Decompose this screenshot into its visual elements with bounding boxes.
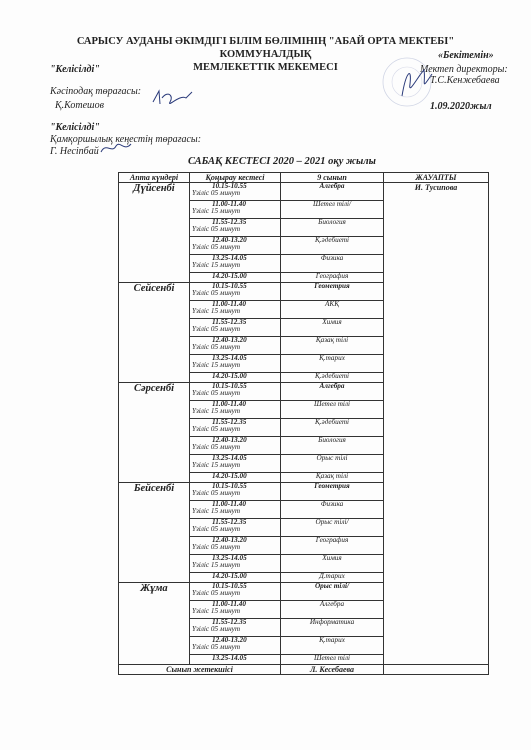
lesson-time: 10.15-10.55: [212, 582, 247, 590]
subject-cell: Қ.тарих: [281, 355, 384, 373]
subject-cell: Биология: [281, 437, 384, 455]
class-teacher-label: Сынып жетекшісі: [119, 665, 281, 675]
lesson-time: 11.55-12.35: [212, 518, 247, 526]
lesson-time: 11.00-11.40: [212, 600, 246, 608]
bell-time-cell: [190, 383, 281, 401]
bell-time-cell: [190, 283, 281, 301]
lesson-time: 14.20-15.00: [212, 572, 247, 580]
approval-right-label: «Бекітемін»: [438, 50, 494, 61]
approval-right-date: 1.09.2020жыл: [430, 101, 492, 112]
header-time: Қоңырау кестесі: [190, 173, 281, 183]
lesson-time: 12.40-13.20: [212, 636, 247, 644]
subject-cell: Алгебра: [281, 183, 384, 201]
break-duration: Үзіліс 05 минут: [192, 189, 241, 198]
bell-time-cell: [190, 573, 281, 583]
bell-time-cell: [190, 473, 281, 483]
bell-time-cell: [190, 355, 281, 373]
subject-cell: Қазақ тілі: [281, 473, 384, 483]
break-duration: Үзіліс 15 минут: [192, 361, 241, 370]
bell-time-cell: [190, 319, 281, 337]
break-duration: Үзіліс 05 минут: [192, 425, 241, 434]
bell-time-cell: [190, 601, 281, 619]
lesson-time: 11.55-12.35: [212, 618, 247, 626]
bell-time-cell: [190, 419, 281, 437]
bell-time-cell: [190, 583, 281, 601]
header-teacher: ЖАУАПТЫ: [384, 173, 489, 183]
subject-cell: Шетел тілі/: [281, 201, 384, 219]
break-duration: Үзіліс 05 минут: [192, 543, 241, 552]
header-day: Апта күндері: [119, 173, 190, 183]
bell-time-cell: [190, 655, 281, 665]
lesson-time: 13.25-14.05: [212, 554, 247, 562]
bell-time-cell: [190, 183, 281, 201]
approval-left-name: Қ.Котешов: [55, 100, 104, 111]
break-duration: Үзіліс 05 минут: [192, 243, 241, 252]
subject-cell: Биология: [281, 219, 384, 237]
bell-time-cell: [190, 255, 281, 273]
break-duration: Үзіліс 15 минут: [192, 207, 241, 216]
day-name: Бейсенбі: [119, 483, 190, 583]
approval-council-role: Қамқоршылық кеңестің төрағасы:: [50, 134, 202, 145]
lesson-time: 12.40-13.20: [212, 436, 247, 444]
break-duration: Үзіліс 05 минут: [192, 225, 241, 234]
break-duration: Үзіліс 05 минут: [192, 325, 241, 334]
bell-time-cell: [190, 637, 281, 655]
break-duration: Үзіліс 15 минут: [192, 461, 241, 470]
bell-time-cell: [190, 555, 281, 573]
subject-cell: Химия: [281, 319, 384, 337]
lesson-time: 10.15-10.55: [212, 182, 247, 190]
signature-left-icon: [150, 86, 195, 110]
subject-cell: Алгебра: [281, 383, 384, 401]
subject-cell: География: [281, 273, 384, 283]
break-duration: Үзіліс 05 минут: [192, 289, 241, 298]
lesson-time: 11.00-11.40: [212, 500, 246, 508]
subject-cell: Геометрия: [281, 483, 384, 501]
lesson-time: 13.25-14.05: [212, 354, 247, 362]
lesson-time: 12.40-13.20: [212, 536, 247, 544]
break-duration: Үзіліс 15 минут: [192, 561, 241, 570]
lesson-time: 10.15-10.55: [212, 382, 247, 390]
subject-cell: Физика: [281, 255, 384, 273]
break-duration: Үзіліс 05 минут: [192, 443, 241, 452]
stamp-icon: [380, 55, 435, 110]
bell-time-cell: [190, 455, 281, 473]
table-header-row: [119, 173, 489, 183]
break-duration: Үзіліс 15 минут: [192, 607, 241, 616]
break-duration: Үзіліс 05 минут: [192, 389, 241, 398]
subject-cell: Алгебра: [281, 601, 384, 619]
lesson-time: 14.20-15.00: [212, 372, 247, 380]
bell-time-cell: [190, 401, 281, 419]
schedule-title: САБАҚ КЕСТЕСІ 2020 – 2021 оқу жылы: [188, 156, 376, 167]
subject-cell: Орыс тілі: [281, 455, 384, 473]
subject-cell: Шетел тілі: [281, 401, 384, 419]
approval-right-name: Т.С.Кенжебаева: [430, 75, 500, 86]
class-teacher-name: Л. Кесебаева: [281, 665, 384, 675]
subject-cell: Қ.әдебиеті: [281, 373, 384, 383]
break-duration: Үзіліс 05 минут: [192, 625, 241, 634]
lesson-time: 11.55-12.35: [212, 418, 247, 426]
bell-time-cell: [190, 619, 281, 637]
lesson-time: 13.25-14.05: [212, 654, 247, 662]
break-duration: Үзіліс 15 минут: [192, 307, 241, 316]
table-row: [119, 183, 489, 201]
title-line-2: МЕМЛЕКЕТТІК МЕКЕМЕСІ: [193, 62, 338, 73]
break-duration: Үзіліс 15 минут: [192, 261, 241, 270]
lesson-time: 12.40-13.20: [212, 236, 247, 244]
approval-left-role: Кәсіподақ төрағасы:: [50, 86, 142, 97]
break-duration: Үзіліс 15 минут: [192, 407, 241, 416]
lesson-time: 10.15-10.55: [212, 482, 247, 490]
approval-right-role: Мектеп директоры:: [420, 64, 508, 75]
subject-cell: Физика: [281, 501, 384, 519]
bell-time-cell: [190, 501, 281, 519]
subject-cell: Д.тарих: [281, 573, 384, 583]
approval-council-name: Г. Несіпбай: [50, 146, 99, 157]
lesson-time: 11.55-12.35: [212, 318, 247, 326]
lesson-time: 11.00-11.40: [212, 200, 246, 208]
bell-time-cell: [190, 237, 281, 255]
lesson-time: 13.25-14.05: [212, 254, 247, 262]
title-line-1: САРЫСУ АУДАНЫ ӘКІМДІГІ БІЛІМ БӨЛІМІНІҢ "АБАЙ ОРТА МЕКТЕБІ" КОММУНАЛДЫҚ: [76, 36, 455, 60]
break-duration: Үзіліс 05 минут: [192, 489, 241, 498]
break-duration: Үзіліс 05 минут: [192, 343, 241, 352]
approval-left-label: "Келісілді": [50, 64, 100, 75]
subject-cell: Информатика: [281, 619, 384, 637]
subject-cell: Орыс тілі/: [281, 583, 384, 601]
lesson-time: 11.55-12.35: [212, 218, 247, 226]
bell-time-cell: [190, 337, 281, 355]
lesson-time: 11.00-11.40: [212, 400, 246, 408]
subject-cell: Қ.тарих: [281, 637, 384, 655]
lesson-time: 14.20-15.00: [212, 272, 247, 280]
schedule-body: [119, 183, 489, 675]
day-name: Сәрсенбі: [119, 383, 190, 483]
subject-cell: Орыс тілі/: [281, 519, 384, 537]
footer-row: [119, 665, 489, 675]
subject-cell: Шетел тілі: [281, 655, 384, 665]
teacher-name: И. Тусипова: [384, 183, 489, 665]
lesson-time: 14.20-15.00: [212, 472, 247, 480]
lesson-time: 10.15-10.55: [212, 282, 247, 290]
bell-time-cell: [190, 273, 281, 283]
subject-cell: Геометрия: [281, 283, 384, 301]
break-duration: Үзіліс 05 минут: [192, 525, 241, 534]
header-class: 9 сынып: [281, 173, 384, 183]
bell-time-cell: [190, 301, 281, 319]
bell-time-cell: [190, 519, 281, 537]
day-name: Сейсенбі: [119, 283, 190, 383]
day-name: Дүйсенбі: [119, 183, 190, 283]
signature-council-icon: [98, 138, 134, 158]
subject-cell: АКҚ: [281, 301, 384, 319]
footer-empty-cell: [384, 665, 489, 675]
subject-cell: Қазақ тілі: [281, 337, 384, 355]
lesson-time: 13.25-14.05: [212, 454, 247, 462]
break-duration: Үзіліс 05 минут: [192, 589, 241, 598]
subject-cell: Қ.әдебиеті: [281, 419, 384, 437]
break-duration: Үзіліс 05 минут: [192, 643, 241, 652]
schedule-table: [118, 172, 489, 675]
bell-time-cell: [190, 483, 281, 501]
bell-time-cell: [190, 537, 281, 555]
bell-time-cell: [190, 219, 281, 237]
lesson-time: 12.40-13.20: [212, 336, 247, 344]
lesson-time: 11.00-11.40: [212, 300, 246, 308]
subject-cell: Химия: [281, 555, 384, 573]
day-name: Жұма: [119, 583, 190, 665]
approval-council-label: "Келісілді": [50, 122, 100, 133]
bell-time-cell: [190, 437, 281, 455]
break-duration: Үзіліс 15 минут: [192, 507, 241, 516]
bell-time-cell: [190, 373, 281, 383]
subject-cell: Қ.әдебиеті: [281, 237, 384, 255]
subject-cell: География: [281, 537, 384, 555]
bell-time-cell: [190, 201, 281, 219]
